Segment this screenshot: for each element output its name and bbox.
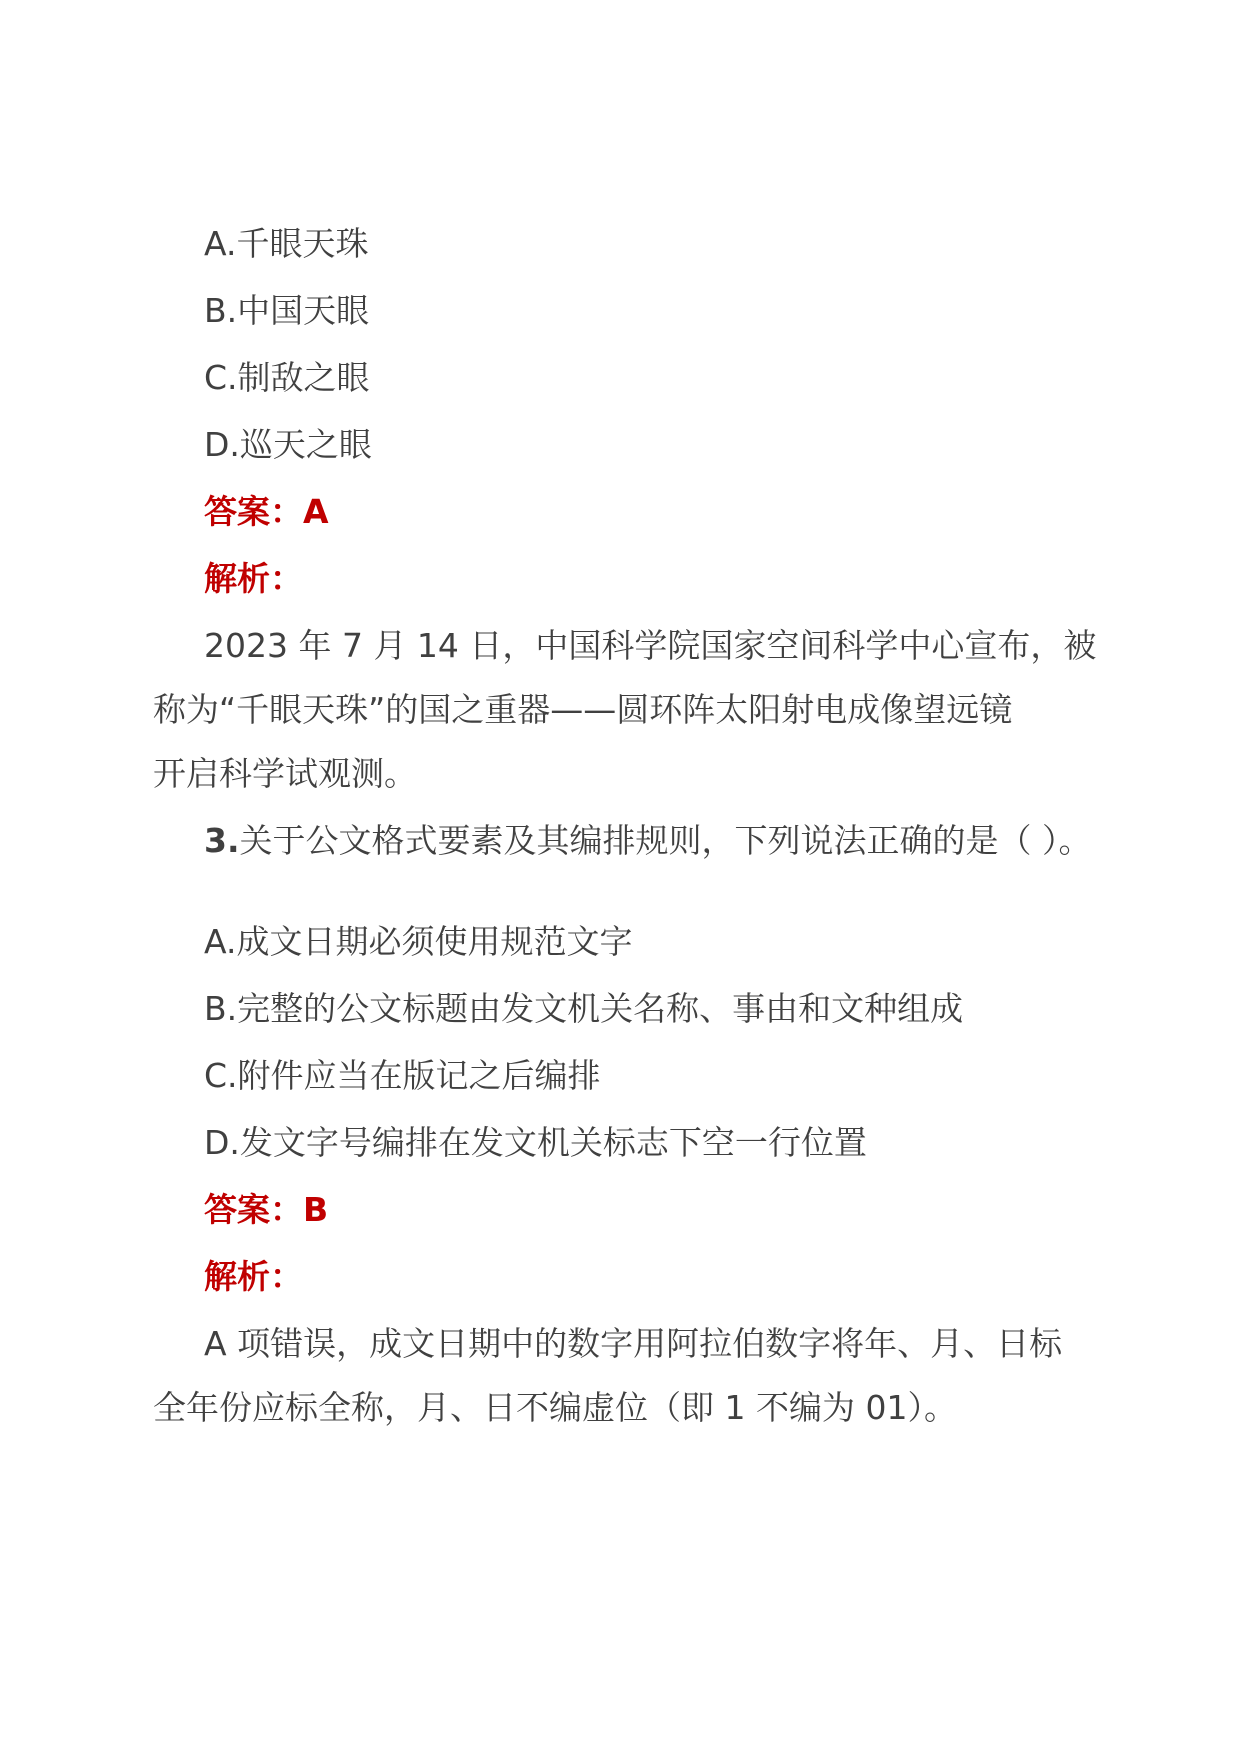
q3-number: 3.: [204, 821, 240, 860]
q2-analysis-line-1: 2023 年 7 月 14 日，中国科学院国家空间科学中心宣布，被: [204, 626, 1097, 665]
q2-option-b: B.中国天眼: [204, 291, 370, 330]
q3-option-a: A.成文日期必须使用规范文字: [204, 922, 633, 961]
q2-analysis-label: 解析：: [204, 559, 303, 598]
q2-analysis-line-3: 开启科学试观测。: [153, 754, 417, 793]
q3-analysis-line-2: 全年份应标全称，月、日不编虚位（即 1 不编为 01）。: [153, 1388, 957, 1427]
q2-answer: 答案：A: [204, 492, 329, 531]
q3-option-d: D.发文字号编排在发文机关标志下空一行位置: [204, 1123, 867, 1162]
q3-answer: 答案：B: [204, 1190, 329, 1229]
q3-option-c: C.附件应当在版记之后编排: [204, 1056, 601, 1095]
q3-option-b: B.完整的公文标题由发文机关名称、事由和文种组成: [204, 989, 964, 1028]
q2-option-d: D.巡天之眼: [204, 425, 372, 464]
q2-analysis-line-2: 称为“千眼天珠”的国之重器——圆环阵太阳射电成像望远镜: [153, 690, 1013, 729]
q3-question-text: 关于公文格式要素及其编排规则，下列说法正确的是（ ）。: [239, 821, 1092, 860]
q3-analysis-line-1: A 项错误，成文日期中的数字用阿拉伯数字将年、月、日标: [204, 1324, 1063, 1363]
q2-option-a: A.千眼天珠: [204, 224, 369, 263]
q3-analysis-label: 解析：: [204, 1257, 303, 1296]
q3-question: [0, 819, 1240, 863]
q2-option-c: C.制敌之眼: [204, 358, 370, 397]
